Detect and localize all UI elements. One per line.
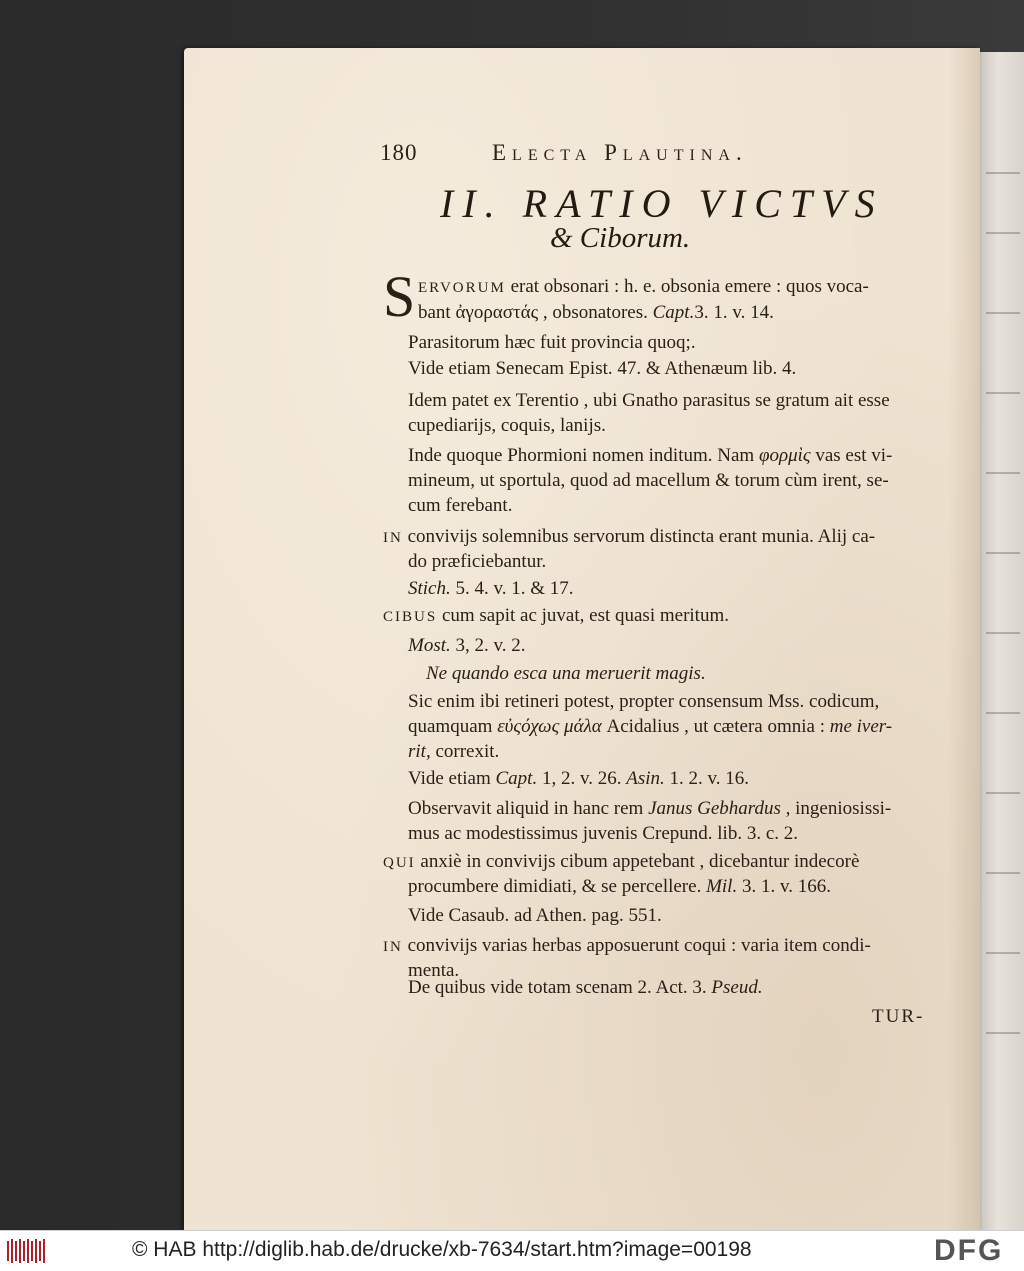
- text-line: mineum, ut sportula, quod ad macellum & torum cùm irent, se-: [408, 470, 889, 491]
- text-line: Observavit aliquid in hanc rem Janus Gebhardus , ingeniosissi-: [408, 798, 892, 819]
- text-line: mus ac modestissimus juvenis Crepund. lib. 3. c. 2.: [408, 823, 799, 844]
- text-line: cum ferebant.: [408, 495, 513, 516]
- text-line: Vide Casaub. ad Athen. pag. 551.: [408, 905, 662, 926]
- catchword: TUR-: [872, 1006, 925, 1027]
- text-line: quamquam εὐςόχως μάλα Acidalius , ut cætera omnia : me iver-: [408, 716, 893, 737]
- text-line: cupediarijs, coquis, lanijs.: [408, 415, 606, 436]
- page-number: 180: [380, 140, 418, 165]
- next-page-edge: [980, 52, 1024, 1230]
- section-subtitle: & Ciborum.: [550, 222, 691, 254]
- text-line: ERVORUM erat obsonari : h. e. obsonia emere : quos voca-: [418, 276, 869, 297]
- text-line: Vide etiam Senecam Epist. 47. & Athenæum lib. 4.: [408, 358, 797, 379]
- text-line: Vide etiam Capt. 1, 2. v. 26. Asin. 1. 2. v. 16.: [408, 768, 750, 789]
- text-line: QUI anxiè in convivijs cibum appetebant , dicebantur indecorè: [383, 851, 860, 872]
- text-line: De quibus vide totam scenam 2. Act. 3. Pseud.: [408, 977, 763, 998]
- dfg-logo: DFG: [934, 1234, 1004, 1267]
- text-line: menta.: [408, 960, 460, 981]
- text-line: Stich. 5. 4. v. 1. & 17.: [408, 578, 574, 599]
- source-link[interactable]: © HAB http://diglib.hab.de/drucke/xb-7634/start.htm?image=00198: [132, 1238, 752, 1261]
- text-line: Inde quoque Phormioni nomen inditum. Nam φορμὶς vas est vi-: [408, 445, 893, 466]
- text-line: IN convivijs solemnibus servorum distincta erant munia. Alij ca-: [383, 526, 876, 547]
- text-line: rit, correxit.: [408, 741, 500, 762]
- viewer-footer: [0, 1230, 1024, 1271]
- text-line: Sic enim ibi retineri potest, propter consensum Mss. codicum,: [408, 691, 880, 712]
- text-line: procumbere dimidiati, & se percellere. Mil. 3. 1. v. 166.: [408, 876, 831, 897]
- page-header: [380, 140, 930, 174]
- text-line: Most. 3, 2. v. 2.: [408, 635, 526, 656]
- quoted-verse: Ne quando esca una meruerit magis.: [426, 663, 706, 684]
- drop-capital: S: [383, 264, 416, 329]
- binding-shadow: [948, 48, 980, 1230]
- running-title: Electa Plautina.: [492, 140, 748, 165]
- text-line: CIBUS cum sapit ac juvat, est quasi meritum.: [383, 605, 729, 626]
- text-line: IN convivijs varias herbas apposuerunt coqui : varia item condi-: [383, 935, 871, 956]
- text-line: Parasitorum hæc fuit provincia quoq;.: [408, 332, 696, 353]
- hab-logo-icon: [6, 1237, 46, 1265]
- text-line: do præficiebantur.: [408, 551, 547, 572]
- text-line: Idem patet ex Terentio , ubi Gnatho parasitus se gratum ait esse: [408, 390, 890, 411]
- section-title: II. RATIO VICTVS: [440, 181, 884, 226]
- text-line: bant ἀγοραστάς , obsonatores. Capt.3. 1. v. 14.: [418, 302, 774, 323]
